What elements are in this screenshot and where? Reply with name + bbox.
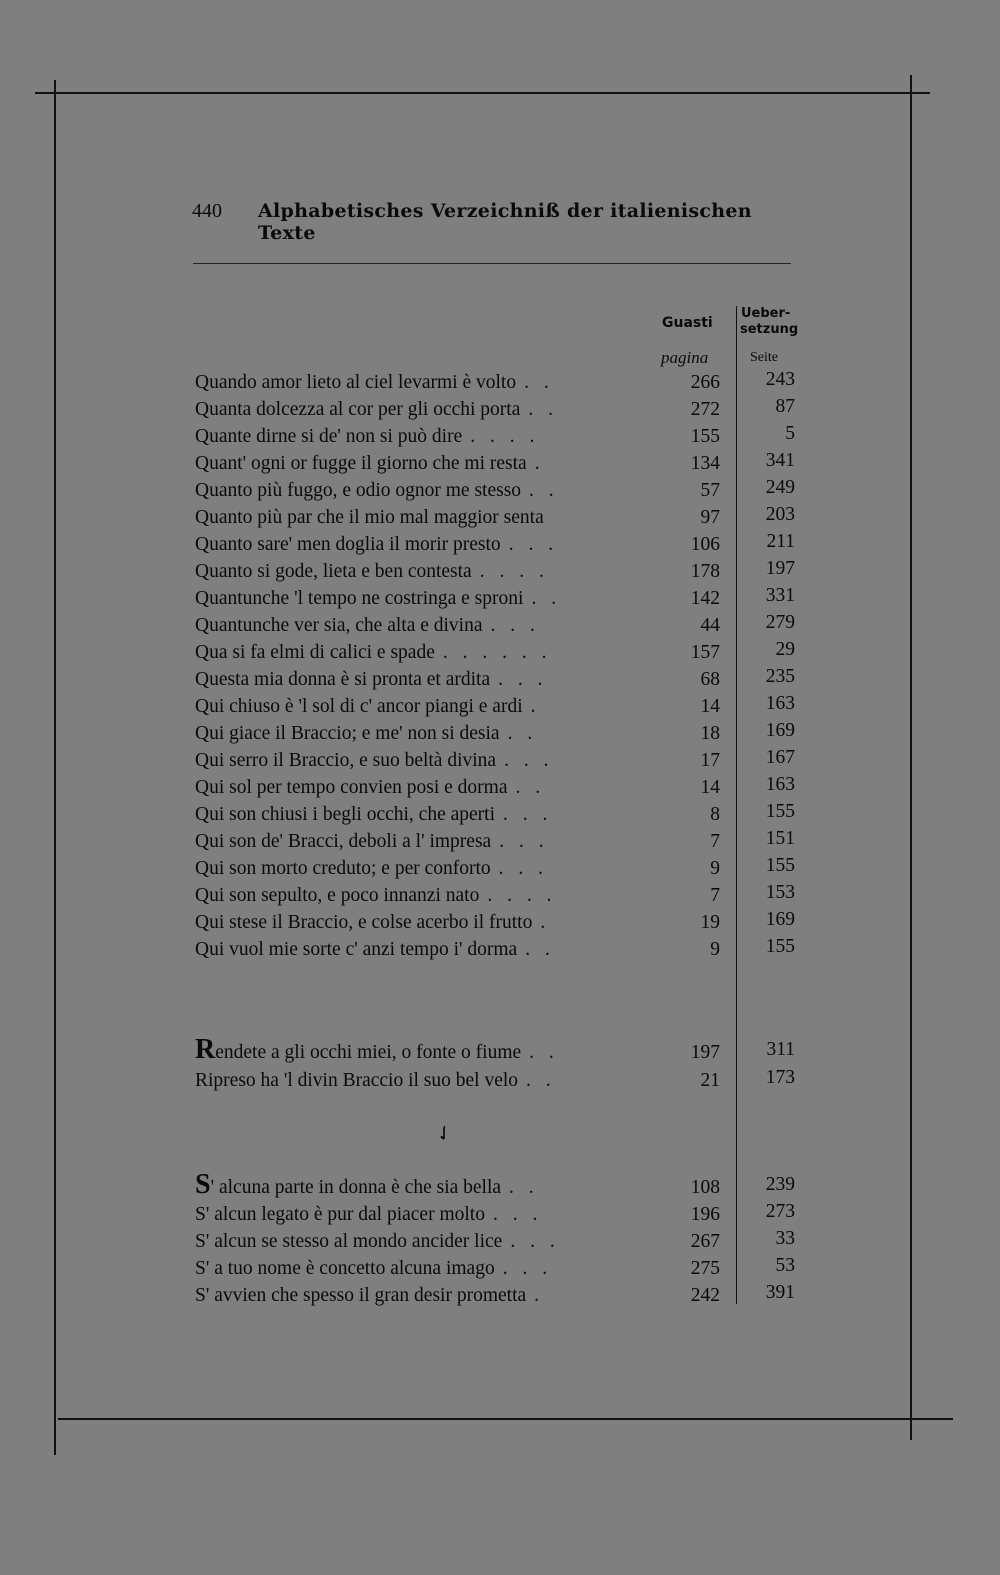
entry-text (195, 1231, 560, 1253)
list-item (195, 612, 807, 642)
entry-text (195, 777, 545, 799)
entry-leader-dots: . . . . . . (442, 642, 552, 663)
entry-guasti-page: 155 (690, 426, 720, 447)
entry-guasti-page: 157 (690, 642, 720, 663)
entry-translation-page: 169 (765, 909, 795, 930)
entry-leader-dots: . . (528, 399, 559, 420)
entry-guasti-page: 196 (690, 1204, 720, 1225)
entry-leader-dots: . (534, 453, 545, 474)
entry-text (195, 372, 554, 394)
list-item (195, 801, 807, 831)
entry-guasti-page: 18 (700, 723, 720, 744)
entry-first-line: S' avvien che spesso il gran desir prometta (195, 1285, 527, 1306)
entry-text (195, 858, 548, 880)
list-item (195, 1255, 807, 1285)
entry-leader-dots: . . . (502, 1258, 553, 1279)
entry-translation-page: 203 (765, 504, 795, 525)
page-title: Alphabetisches Verzeichniß der italienischen Texte (258, 200, 752, 244)
entry-translation-page: 235 (765, 666, 795, 687)
entry-leader-dots: . . . (504, 750, 554, 771)
entry-text (195, 750, 553, 772)
list-item (195, 747, 807, 777)
entry-text (195, 480, 559, 502)
entry-guasti-page: 9 (710, 939, 720, 960)
list-item (195, 936, 807, 966)
entry-guasti-page: 9 (710, 858, 720, 879)
entry-guasti-page: 197 (690, 1042, 720, 1063)
entry-guasti-page: 272 (690, 399, 720, 420)
entry-leader-dots: . . . (503, 804, 553, 825)
entry-leader-dots: . . (525, 939, 555, 960)
entry-first-line: Qui son de' Bracci, deboli a l' impresa (195, 831, 492, 852)
list-item (195, 855, 807, 885)
entry-leader-dots: . . (509, 1177, 539, 1198)
list-item (195, 1228, 807, 1258)
list-item (195, 1282, 807, 1312)
entry-leader-dots: . . (529, 480, 559, 501)
entry-text (195, 912, 550, 934)
entry-text (195, 885, 556, 907)
entry-text (195, 588, 561, 610)
list-item (195, 531, 807, 561)
entry-first-line: Qui stese il Braccio, e colse acerbo il frutto (195, 912, 533, 933)
entry-guasti-page: 178 (690, 561, 720, 582)
entry-guasti-page: 17 (700, 750, 720, 771)
entry-first-line: Quantunche 'l tempo ne costringa e sproni (195, 588, 524, 609)
entry-leader-dots: . . (526, 1070, 556, 1091)
entry-translation-page: 163 (765, 693, 795, 714)
list-item (195, 1169, 807, 1204)
entry-leader-dots: . (534, 1285, 545, 1306)
entry-guasti-page: 97 (700, 507, 720, 528)
entry-first-line: endete a gli occhi miei, o fonte o fiume (215, 1042, 522, 1063)
list-item (195, 504, 807, 534)
entry-text (195, 426, 539, 448)
list-item (195, 369, 807, 399)
entry-first-line: Qui son sepulto, e poco innanzi nato (195, 885, 480, 906)
entry-translation-page: 155 (765, 936, 795, 957)
list-item (195, 666, 807, 696)
entry-translation-page: 163 (765, 774, 795, 795)
entry-leader-dots: . . . (510, 1231, 560, 1252)
list-item (195, 1067, 807, 1097)
entry-guasti-page: 57 (700, 480, 720, 501)
entry-text (195, 1034, 559, 1065)
entry-first-line: Qui son morto creduto; e per conforto (195, 858, 491, 879)
entry-first-line: S' a tuo nome è concetto alcuna imago (195, 1258, 495, 1279)
uebersetzung-column-header-line1: Ueber- (741, 306, 791, 321)
entry-first-line: Qui serro il Braccio, e suo beltà divina (195, 750, 497, 771)
entry-text (195, 723, 537, 745)
list-item (195, 639, 807, 669)
entry-guasti-page: 19 (700, 912, 720, 933)
list-item (195, 828, 807, 858)
entry-first-line: Quanto più fuggo, e odio ognor me stesso (195, 480, 522, 501)
entry-guasti-page: 68 (700, 669, 720, 690)
entry-text (195, 804, 552, 826)
entry-guasti-page: 275 (690, 1258, 720, 1279)
entry-first-line: Ripreso ha 'l divin Braccio il suo bel velo (195, 1070, 519, 1091)
frame-right-line (910, 75, 912, 1440)
entry-first-line: Qua si fa elmi di calici e spade (195, 642, 435, 663)
uebersetzung-column-subheader: Seite (750, 350, 778, 365)
entry-leader-dots: . . . (492, 1204, 543, 1225)
entry-translation-page: 155 (765, 801, 795, 822)
entry-translation-page: 151 (765, 828, 795, 849)
frame-bottom-line (58, 1418, 953, 1420)
entry-translation-page: 331 (765, 585, 795, 606)
entry-guasti-page: 108 (690, 1177, 720, 1198)
entry-first-line: Qui sol per tempo convien posi e dorma (195, 777, 508, 798)
list-item (195, 774, 807, 804)
entry-text (195, 1258, 552, 1280)
entry-first-line: Qui giace il Braccio; e me' non si desia (195, 723, 500, 744)
entry-leader-dots: . . . (508, 534, 559, 555)
entry-translation-page: 279 (765, 612, 795, 633)
entry-translation-page: 33 (775, 1228, 795, 1249)
entry-leader-dots: . . (515, 777, 546, 798)
entry-text (195, 642, 552, 664)
header-rule (193, 263, 791, 264)
list-item (195, 1201, 807, 1231)
entry-first-line: Quanto sare' men doglia il morir presto (195, 534, 501, 555)
entry-translation-page: 243 (765, 369, 795, 390)
entry-guasti-page: 242 (690, 1285, 720, 1306)
entry-translation-page: 249 (765, 477, 795, 498)
list-item (195, 909, 807, 939)
entry-translation-page: 5 (785, 423, 795, 444)
entry-guasti-page: 21 (700, 1070, 720, 1091)
entry-guasti-page: 134 (690, 453, 720, 474)
entry-guasti-page: 14 (700, 777, 720, 798)
entry-guasti-page: 7 (710, 885, 720, 906)
entry-first-line: Quantunche ver sia, che alta e divina (195, 615, 483, 636)
list-item (195, 423, 807, 453)
entry-guasti-page: 14 (700, 696, 720, 717)
entry-leader-dots: . . (531, 588, 562, 609)
list-item (195, 720, 807, 750)
entry-translation-page: 311 (766, 1039, 795, 1060)
list-item (195, 450, 807, 480)
list-item (195, 693, 807, 723)
page-number: 440 (192, 200, 222, 222)
entry-leader-dots: . . (529, 1042, 559, 1063)
entry-leader-dots: . (530, 696, 541, 717)
entry-translation-page: 155 (765, 855, 795, 876)
entry-leader-dots: . . . . (479, 561, 549, 582)
uebersetzung-column-header-line2: setzung (740, 322, 799, 337)
entry-translation-page: 273 (765, 1201, 795, 1222)
entry-text (195, 561, 549, 583)
entry-translation-page: 53 (775, 1255, 795, 1276)
entry-translation-page: 197 (765, 558, 795, 579)
entry-leader-dots: . . . . (487, 885, 557, 906)
entry-translation-page: 211 (766, 531, 795, 552)
entry-text (195, 399, 558, 421)
entry-text (195, 1204, 542, 1226)
guasti-column-subheader: pagina (661, 348, 709, 367)
entry-translation-page: 87 (775, 396, 795, 417)
list-item (195, 1034, 807, 1069)
entry-guasti-page: 44 (700, 615, 720, 636)
entry-guasti-page: 8 (710, 804, 720, 825)
entry-leader-dots: . . . (498, 669, 548, 690)
list-item (195, 477, 807, 507)
entry-first-line: ' alcuna parte in donna è che sia bella (210, 1177, 502, 1198)
entry-text (195, 453, 545, 475)
list-item (195, 558, 807, 588)
entry-text (195, 1169, 539, 1200)
frame-left-line (54, 80, 56, 1455)
entry-leader-dots: . . . (490, 615, 540, 636)
entry-first-line: S' alcun legato è pur dal piacer molto (195, 1204, 485, 1225)
entry-text (195, 696, 540, 718)
entry-guasti-page: 266 (690, 372, 720, 393)
entry-guasti-page: 267 (690, 1231, 720, 1252)
entry-text (195, 615, 540, 637)
entry-translation-page: 29 (775, 639, 795, 660)
entry-text (195, 939, 555, 961)
entry-translation-page: 167 (765, 747, 795, 768)
entry-leader-dots: . . . (498, 858, 549, 879)
frame-top-line (35, 92, 930, 94)
entry-first-line: Quanta dolcezza al cor per gli occhi porta (195, 399, 521, 420)
entry-initial: S (195, 1169, 211, 1200)
entry-guasti-page: 142 (690, 588, 720, 609)
entry-leader-dots: . . . . (470, 426, 540, 447)
entry-text (195, 507, 552, 529)
entry-translation-page: 341 (765, 450, 795, 471)
entry-first-line: Questa mia donna è si pronta et ardita (195, 669, 491, 690)
entry-text (195, 831, 549, 853)
entry-leader-dots: . . . (499, 831, 549, 852)
entry-translation-page: 169 (765, 720, 795, 741)
entry-first-line: S' alcun se stesso al mondo ancider lice (195, 1231, 503, 1252)
entry-first-line: Quando amor lieto al ciel levarmi è volto (195, 372, 517, 393)
entry-guasti-page: 106 (690, 534, 720, 555)
entry-first-line: Qui son chiusi i begli occhi, che aperti (195, 804, 496, 825)
list-item (195, 396, 807, 426)
entry-leader-dots: . . (524, 372, 554, 393)
stray-mark: ✓ (431, 1120, 458, 1148)
guasti-column-header: Guasti (662, 315, 713, 331)
page-header (192, 200, 792, 244)
entry-first-line: Qui chiuso è 'l sol di c' ancor piangi e ardi (195, 696, 523, 717)
entry-translation-page: 173 (765, 1067, 795, 1088)
entry-text (195, 534, 558, 556)
list-item (195, 882, 807, 912)
entry-translation-page: 153 (765, 882, 795, 903)
entry-text (195, 669, 547, 691)
entry-initial: R (195, 1034, 216, 1065)
entry-translation-page: 239 (765, 1174, 795, 1195)
list-item (195, 585, 807, 615)
entry-translation-page: 391 (765, 1282, 795, 1303)
entry-first-line: Quant' ogni or fugge il giorno che mi resta (195, 453, 527, 474)
entry-guasti-page: 7 (710, 831, 720, 852)
entry-first-line: Quanto più par che il mio mal maggior senta (195, 507, 544, 528)
entry-first-line: Qui vuol mie sorte c' anzi tempo i' dorma (195, 939, 518, 960)
entry-first-line: Quante dirne si de' non si può dire (195, 426, 463, 447)
entry-leader-dots: . (540, 912, 551, 933)
entry-text (195, 1285, 544, 1307)
entry-text (195, 1070, 556, 1092)
entry-leader-dots: . . (507, 723, 538, 744)
entry-first-line: Quanto si gode, lieta e ben contesta (195, 561, 472, 582)
